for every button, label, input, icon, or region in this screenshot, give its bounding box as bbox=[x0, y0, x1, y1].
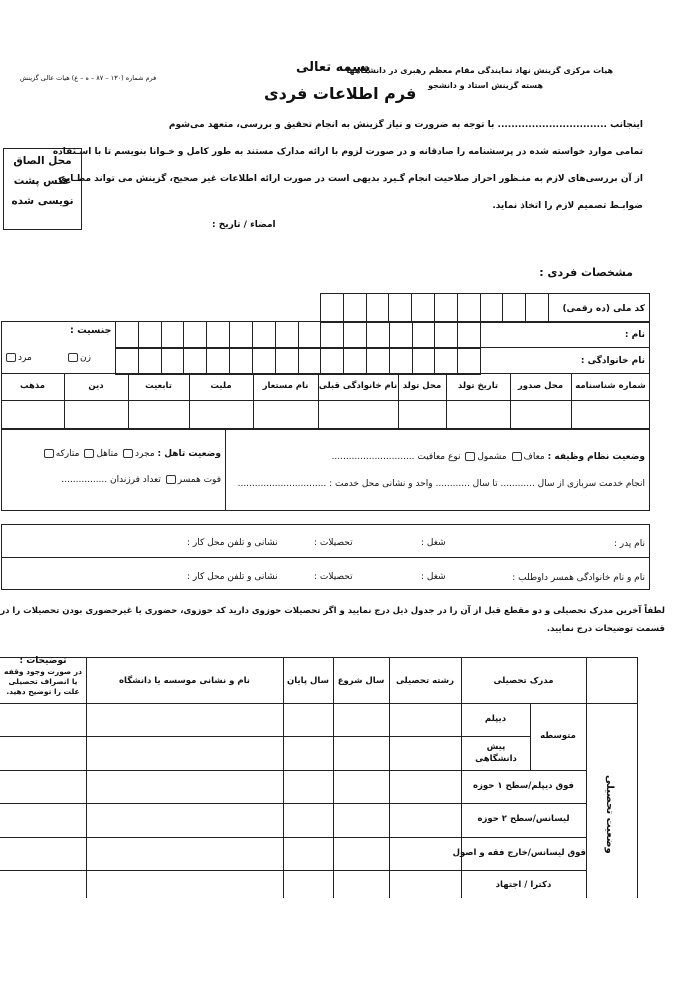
education-input-cell[interactable] bbox=[390, 704, 460, 735]
end-year-header: سال پایان bbox=[287, 676, 329, 686]
first-name-char-cell[interactable] bbox=[434, 321, 458, 348]
first-name-label: نام : bbox=[624, 330, 645, 340]
checkbox-subject[interactable] bbox=[465, 452, 475, 461]
checkbox-exempt[interactable] bbox=[512, 452, 522, 461]
education-input-cell[interactable] bbox=[87, 737, 282, 769]
education-input-cell[interactable] bbox=[284, 871, 332, 897]
last-name-char-cell[interactable] bbox=[298, 348, 322, 375]
education-input-cell[interactable] bbox=[390, 838, 460, 869]
education-input-cell[interactable] bbox=[334, 771, 388, 802]
education-input-cell[interactable] bbox=[1, 737, 85, 769]
education-input-cell[interactable] bbox=[284, 804, 332, 836]
table-rule bbox=[461, 657, 462, 898]
last-name-char-cell[interactable] bbox=[457, 348, 481, 375]
first-name-char-cell[interactable] bbox=[366, 321, 390, 348]
education-input-cell[interactable] bbox=[284, 771, 332, 802]
military-exempt-text: معاف bbox=[523, 452, 545, 462]
national-code-digit-cell[interactable] bbox=[320, 293, 344, 323]
checkbox-single[interactable] bbox=[123, 449, 133, 458]
last-name-char-cell[interactable] bbox=[389, 348, 413, 375]
education-input-cell[interactable] bbox=[334, 804, 388, 836]
education-input-cell[interactable] bbox=[334, 737, 388, 769]
education-input-cell[interactable] bbox=[390, 771, 460, 802]
exemption-type[interactable]: نوع معافیت ............................. bbox=[331, 452, 461, 462]
photo-line-3: نویسی شده bbox=[11, 195, 74, 207]
row-bachelor: لیسانس/سطح ۲ حوزه bbox=[477, 814, 570, 824]
personal-column-input[interactable] bbox=[2, 401, 63, 428]
row-doctorate: دکترا / اجتهاد bbox=[495, 880, 552, 890]
gender-male-text: مرد bbox=[18, 353, 32, 363]
children-count[interactable]: تعداد فرزندان ................ bbox=[61, 475, 161, 485]
personal-column-input[interactable] bbox=[572, 401, 649, 428]
status-block bbox=[1, 429, 650, 511]
personal-column-input[interactable] bbox=[129, 401, 188, 428]
national-code-digit-cell[interactable] bbox=[434, 293, 458, 323]
gender-female-text: زن bbox=[80, 353, 91, 363]
personal-column-header: دین bbox=[88, 381, 104, 391]
secondary-label: متوسطه bbox=[540, 731, 576, 741]
personal-column-header: نام خانوادگی قبلی bbox=[318, 381, 398, 391]
declaration-line-4: ضوابـط تصمیم لازم را اتخاذ نماید. bbox=[492, 201, 643, 211]
table-rule bbox=[0, 657, 637, 658]
military-service-line[interactable]: انجام خدمت سربازی از سال ............ تا سال ............ واحد و نشانی محل خدمت : ............................... bbox=[237, 479, 645, 489]
form-number: فرم شماره (۱۳۰ – ۸۷ – ه – ع) هیات عالی گزینش bbox=[20, 74, 157, 82]
education-input-cell[interactable] bbox=[284, 838, 332, 869]
signature-date-label: امضاء / تاریخ : bbox=[212, 220, 276, 230]
declaration-line-3: از آن بررسی‌های لازم به منـظور احراز صلاحیت انجام گـیرد بدیهی است در صورت ارائه اطلاعات غیر صحیح، گزینش می تواند مطـابق bbox=[58, 174, 643, 184]
marital-married-text: متاهل bbox=[96, 449, 119, 459]
personal-column-input[interactable] bbox=[399, 401, 445, 428]
last-name-char-cell[interactable] bbox=[183, 348, 207, 375]
national-code-digit-cell[interactable] bbox=[480, 293, 504, 323]
education-input-cell[interactable] bbox=[334, 871, 388, 897]
row-associate: فوق دیپلم/سطح ۱ حوزه bbox=[473, 781, 574, 791]
marital-extra bbox=[61, 474, 221, 486]
father-education-label: تحصیلات : bbox=[314, 538, 353, 548]
gender-male-option[interactable] bbox=[4, 352, 32, 364]
education-input-cell[interactable] bbox=[87, 804, 282, 836]
last-name-char-cell[interactable] bbox=[366, 348, 390, 375]
first-name-char-cell[interactable] bbox=[161, 321, 185, 348]
national-code-digit-cell[interactable] bbox=[411, 293, 435, 323]
education-input-cell[interactable] bbox=[334, 838, 388, 869]
section-title-personal: مشخصات فردی : bbox=[539, 266, 633, 279]
marital-status bbox=[42, 448, 221, 460]
military-status bbox=[332, 451, 645, 463]
national-code-digit-cell[interactable] bbox=[457, 293, 481, 323]
start-year-header: سال شروع bbox=[337, 676, 385, 686]
education-input-cell[interactable] bbox=[1, 804, 85, 836]
education-input-cell[interactable] bbox=[334, 704, 388, 735]
personal-column-header: محل صدور bbox=[517, 381, 564, 391]
father-address-label: نشانی و تلفن محل کار : bbox=[187, 538, 278, 548]
spouse-name-label: نام و نام خانوادگی همسر داوطلب : bbox=[512, 573, 645, 583]
marital-label: وضعیت تاهل : bbox=[157, 449, 221, 459]
last-name-char-cell[interactable] bbox=[161, 348, 185, 375]
education-note-line-2: قسمت توضیحات درج نمایید. bbox=[546, 624, 665, 634]
first-name-char-cell[interactable] bbox=[275, 321, 299, 348]
marital-single-text: مجرد bbox=[135, 449, 155, 459]
checkbox-spouse-deceased[interactable] bbox=[166, 475, 176, 484]
education-input-cell[interactable] bbox=[87, 871, 282, 897]
last-name-char-cell[interactable] bbox=[320, 348, 344, 375]
education-status-label: وضعیت تحصیلی bbox=[604, 775, 615, 854]
education-input-cell[interactable] bbox=[87, 771, 282, 802]
row-diploma: دیپلم bbox=[484, 714, 507, 724]
first-name-char-cell[interactable] bbox=[457, 321, 481, 348]
personal-column-header: تابعیت bbox=[145, 381, 172, 391]
personal-column-input[interactable] bbox=[511, 401, 570, 428]
first-name-char-cell[interactable] bbox=[343, 321, 367, 348]
education-input-cell[interactable] bbox=[1, 871, 85, 897]
last-name-char-cell[interactable] bbox=[229, 348, 253, 375]
gender-label: جنسیت : bbox=[70, 325, 112, 336]
photo-line-1: محل الصاق bbox=[13, 155, 72, 167]
row-master: فوق لیسانس/خارج فقه و اصول bbox=[452, 848, 586, 858]
gender-female-option[interactable] bbox=[66, 352, 91, 364]
personal-column-header: شماره شناسنامه bbox=[575, 381, 646, 391]
education-note bbox=[0, 602, 665, 638]
row-pre-university: پیش دانشگاهی bbox=[475, 742, 517, 764]
declaration-line-1: اینجانب ................................ با توجه به ضرورت و نیاز گزینش به انجام تحقیق و بررسی، متعهد می‌شوم bbox=[168, 120, 643, 130]
national-code-digit-cell[interactable] bbox=[366, 293, 390, 323]
family-divider bbox=[1, 557, 650, 558]
military-subject-text: مشمول bbox=[477, 452, 507, 462]
first-name-char-cell[interactable] bbox=[298, 321, 322, 348]
notes-header-title: توضیحات : bbox=[19, 656, 67, 666]
first-name-char-cell[interactable] bbox=[183, 321, 207, 348]
personal-column-header: تاریخ تولد bbox=[457, 381, 499, 391]
father-job-label: شغل : bbox=[421, 538, 446, 548]
spouse-address-label: نشانی و تلفن محل کار : bbox=[187, 572, 278, 582]
form-title: فرم اطلاعات فردی bbox=[264, 84, 417, 103]
personal-column-header: ملیت bbox=[210, 381, 232, 391]
first-name-char-cell[interactable] bbox=[412, 321, 436, 348]
last-name-label: نام خانوادگی : bbox=[580, 356, 645, 366]
bismillah: بسمه تعالی bbox=[296, 60, 371, 75]
first-name-char-cell[interactable] bbox=[115, 321, 139, 348]
education-input-cell[interactable] bbox=[1, 704, 85, 735]
personal-column-input[interactable] bbox=[319, 401, 397, 428]
national-code-label: کد ملی (ده رقمی) bbox=[562, 304, 645, 314]
education-input-cell[interactable] bbox=[284, 704, 332, 735]
checkbox-male[interactable] bbox=[6, 353, 16, 362]
last-name-char-cell[interactable] bbox=[434, 348, 458, 375]
last-name-char-cell[interactable] bbox=[412, 348, 436, 375]
notes-header-body: در صورت وجود وقفه یا انصراف تحصیلی علت را توضیح دهید. bbox=[4, 667, 82, 696]
education-input-cell[interactable] bbox=[284, 737, 332, 769]
spouse-deceased-text: فوت همسر bbox=[177, 475, 221, 485]
declaration-line-2: تمامی موارد خواسته شده در پرسشنامه را صادقانه و در صورت لزوم با ارائه مدارک مستند به طور کامل و خـوانا بنویسم تا با اسـتفاده bbox=[52, 147, 643, 157]
table-rule bbox=[586, 657, 587, 898]
spouse-education-label: تحصیلات : bbox=[314, 572, 353, 582]
org-subunit: هسته گزینش استاد و دانشجو bbox=[428, 81, 543, 90]
education-input-cell[interactable] bbox=[87, 704, 282, 735]
education-input-cell[interactable] bbox=[1, 771, 85, 802]
first-name-char-cell[interactable] bbox=[229, 321, 253, 348]
personal-column-header: نام مستعار bbox=[262, 381, 309, 391]
checkbox-female[interactable] bbox=[68, 353, 78, 362]
personal-column-input[interactable] bbox=[254, 401, 317, 428]
org-name: هیات مرکزی گزینش نهاد نمایندگی مقام معظم رهبری در دانشگاهها bbox=[346, 66, 613, 75]
institution-header: نام و نشانی موسسه یا دانشگاه bbox=[119, 676, 250, 686]
last-name-char-cell[interactable] bbox=[206, 348, 230, 375]
national-code-digit-cell[interactable] bbox=[388, 293, 412, 323]
first-name-char-cell[interactable] bbox=[206, 321, 230, 348]
first-name-char-cell[interactable] bbox=[252, 321, 276, 348]
education-input-cell[interactable] bbox=[390, 871, 460, 897]
first-name-char-cell[interactable] bbox=[389, 321, 413, 348]
field-header: رشته تحصیلی bbox=[395, 676, 455, 686]
last-name-char-cell[interactable] bbox=[275, 348, 299, 375]
education-input-cell[interactable] bbox=[390, 804, 460, 836]
last-name-char-cell[interactable] bbox=[138, 348, 162, 375]
father-name-label: نام پدر : bbox=[613, 539, 645, 549]
national-code-digit-cell[interactable] bbox=[502, 293, 526, 323]
national-code-digit-cell[interactable] bbox=[343, 293, 367, 323]
last-name-char-cell[interactable] bbox=[252, 348, 276, 375]
checkbox-separated[interactable] bbox=[44, 449, 54, 458]
photo-line-2: عکس پشت bbox=[13, 175, 72, 187]
spouse-job-label: شغل : bbox=[421, 572, 446, 582]
status-divider bbox=[225, 429, 226, 511]
last-name-char-cell[interactable] bbox=[115, 348, 139, 375]
checkbox-married[interactable] bbox=[84, 449, 94, 458]
education-input-cell[interactable] bbox=[87, 838, 282, 869]
personal-column-input[interactable] bbox=[65, 401, 127, 428]
table-rule bbox=[637, 657, 638, 898]
degree-header: مدرک تحصیلی bbox=[493, 676, 554, 686]
military-label: وضعیت نظام وظیفه : bbox=[547, 452, 645, 462]
marital-separated-text: متارکه bbox=[55, 449, 80, 459]
personal-column-header: محل تولد bbox=[402, 381, 442, 391]
personal-column-input[interactable] bbox=[190, 401, 252, 428]
national-code-digit-cell[interactable] bbox=[525, 293, 549, 323]
education-input-cell[interactable] bbox=[390, 737, 460, 769]
first-name-char-cell[interactable] bbox=[138, 321, 162, 348]
education-note-line-1: لطفاً آخرین مدرک تحصیلی و دو مقطع قبل از آن را در جدول ذیل درج نمایید و اگر تحصیلات حوزوی دارید کد حوزوی، حضوری یا غیرحضوری بودن تحصیلات را در bbox=[0, 606, 665, 616]
education-input-cell[interactable] bbox=[1, 838, 85, 869]
last-name-char-cell[interactable] bbox=[343, 348, 367, 375]
declaration bbox=[52, 112, 643, 220]
personal-column-input[interactable] bbox=[447, 401, 509, 428]
personal-column-header: مذهب bbox=[19, 381, 46, 391]
first-name-char-cell[interactable] bbox=[320, 321, 344, 348]
